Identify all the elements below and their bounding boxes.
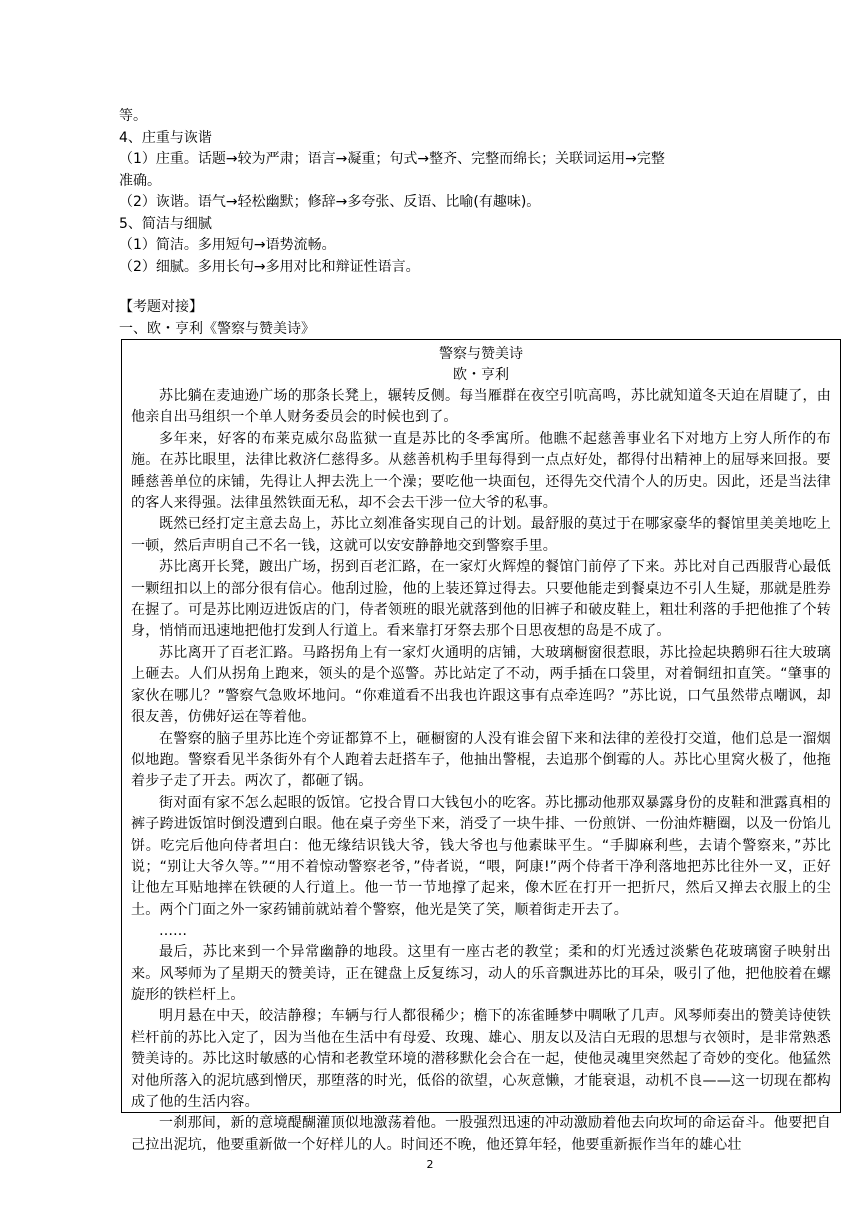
passage-title: 警察与赞美诗: [439, 346, 523, 362]
top-notes: [119, 106, 739, 278]
exam-section: [119, 297, 739, 340]
passage-paragraph: 在警察的脑子里苏比连个旁证都算不上，砸橱窗的人没有谁会留下来和法律的差役打交道，他们总是一溜烟似地跑。警察看见半条街外有个人跑着去赶搭车子，他抽出警棍，去追那个倒霉的人。苏比心里窝火极了，他拖着步子走了开去。两次了，都砸了锅。: [131, 730, 831, 790]
reading-passage-box: [121, 339, 841, 1153]
text-line: （1）庄重。话题→较为严肃；语言→凝重；句式→整齐、完整而绵长；关联词运用→完整: [119, 151, 665, 167]
passage-ellipsis: ……: [159, 923, 187, 940]
passage-author: 欧・亨利: [453, 367, 509, 383]
passage-paragraph: 苏比离开了百老汇路。马路拐角上有一家灯火通明的店铺，大玻璃橱窗很惹眼，苏比捡起块鹅卵石往大玻璃上砸去。人们从拐角上跑来，领头的是个巡警。苏比站定了不动，两手插在口袋里，对着铜纽扣直笑。“肇事的家伙在哪儿？”警察气急败坏地问。“你难道看不出我也许跟这事有点牵连吗？”苏比说，口气虽然带点嘲讽，却很友善，仿佛好运在等着他。: [131, 644, 831, 726]
passage-paragraph: 既然已经打定主意去岛上，苏比立刻准备实现自己的计划。最舒服的莫过于在哪家豪华的餐馆里美美地吃上一顿，然后声明自己不名一钱，这就可以安安静静地交到警察手里。: [131, 516, 831, 554]
passage-paragraph: 一刹那间，新的意境醍醐灌顶似地激荡着他。一股强烈迅速的冲动激励着他去向坎坷的命运奋斗。他要把自己拉出泥坑，他要重新做一个好样儿的人。时间还不晚，他还算年轻，他要重新振作当年的雄心壮: [131, 1115, 831, 1153]
text-line: 等。: [119, 108, 147, 124]
section-heading: 【考题对接】: [119, 299, 203, 315]
passage-paragraph: 明月悬在中天，皎洁静穆；车辆与行人都很稀少；檐下的冻雀睡梦中啁啾了几声。风琴师奏出的赞美诗使铁栏杆前的苏比入定了，因为当他在生活中有母爱、玫瑰、雄心、朋友以及洁白无瑕的思想与衣领时，是非常熟悉赞美诗的。苏比这时敏感的心情和老教堂环境的潜移默化会合在一起，使他灵魂里突然起了奇妙的变化。他猛然对他所落入的泥坑感到憎厌，那堕落的时光，低俗的欲望，心灰意懒，才能衰退，动机不良——这一切现在都构成了他的生活内容。: [131, 1008, 831, 1110]
page-number: 2: [426, 1158, 434, 1171]
subheading: 4、庄重与诙谐: [119, 129, 212, 146]
text-line: 准确。: [119, 172, 161, 189]
subheading: 5、简洁与细腻: [119, 215, 212, 232]
passage-paragraph: 街对面有家不怎么起眼的饭馆。它投合胃口大钱包小的吃客。苏比挪动他那双暴露身份的皮鞋和泄露真相的裤子跨进饭馆时倒没遭到白眼。他在桌子旁坐下来，消受了一块牛排、一份煎饼、一份油炸糖圈，以及一份馅儿饼。吃完后他向侍者坦白：他无缘结识钱大爷，钱大爷也与他素昧平生。“手脚麻利些，去请个警察来，”苏比说；“别让大爷久等。”“用不着惊动警察老爷，”侍者说，“喂，阿康!”两个侍者干净利落地把苏比往外一叉，正好让他左耳贴地摔在铁硬的人行道上。他一节一节地撑了起来，像木匠在打开一把折尺，然后又掸去衣服上的尘土。两个门面之外一家药铺前就站着个警察，他光是笑了笑，顺着街走开去了。: [131, 794, 831, 918]
passage-paragraph: 苏比躺在麦迪逊广场的那条长凳上，辗转反侧。每当雁群在夜空引吭高鸣，苏比就知道冬天迫在眉睫了，由他亲自出马组织一个单人财务委员会的时候也到了。: [131, 388, 831, 426]
passage-paragraph: 苏比离开长凳，踱出广场，拐到百老汇路，在一家灯火辉煌的餐馆门前停了下来。苏比对自己西服背心最低一颗纽扣以上的部分很有信心。他刮过脸，他的上装还算过得去。只要他能走到餐桌边不引人生疑，那就是胜券在握了。可是苏比刚迈进饭店的门，侍者领班的眼光就落到他的旧裤子和破皮鞋上，粗壮利落的手把他推了个转身，悄悄而迅速地把他打发到人行道上。看来靠打牙祭去那个日思夜想的岛是不成了。: [131, 559, 831, 640]
section-subheading: 一、欧・亨利《警察与赞美诗》: [119, 320, 315, 337]
text-line: （2）诙谐。语气→轻松幽默；修辞→多夸张、反语、比喻(有趣味)。: [119, 194, 541, 210]
passage-paragraph: 多年来，好客的布莱克威尔岛监狱一直是苏比的冬季寓所。他瞧不起慈善事业名下对地方上穷人所作的布施。在苏比眼里，法律比救济仁慈得多。从慈善机构手里每得到一点点好处，都得付出精神上的屈辱来回报。要睡慈善单位的床铺，先得让人押去洗上一个澡；要吃他一块面包，还得先交代清个人的历史。因此，还是当法律的客人来得强。法律虽然铁面无私，却不会去干涉一位大爷的私事。: [131, 430, 831, 512]
text-line: （1）简洁。多用短句→语势流畅。: [119, 237, 336, 253]
passage-paragraph: 最后，苏比来到一个异常幽静的地段。这里有一座古老的教堂；柔和的灯光透过淡紫色花玻璃窗子映射出来。风琴师为了星期天的赞美诗，正在键盘上反复练习，动人的乐音飘进苏比的耳朵，吸引了他，把他胶着在螺旋形的铁栏杆上。: [131, 944, 831, 1003]
text-line: （2）细腻。多用长句→多用对比和辩证性语言。: [119, 258, 420, 275]
